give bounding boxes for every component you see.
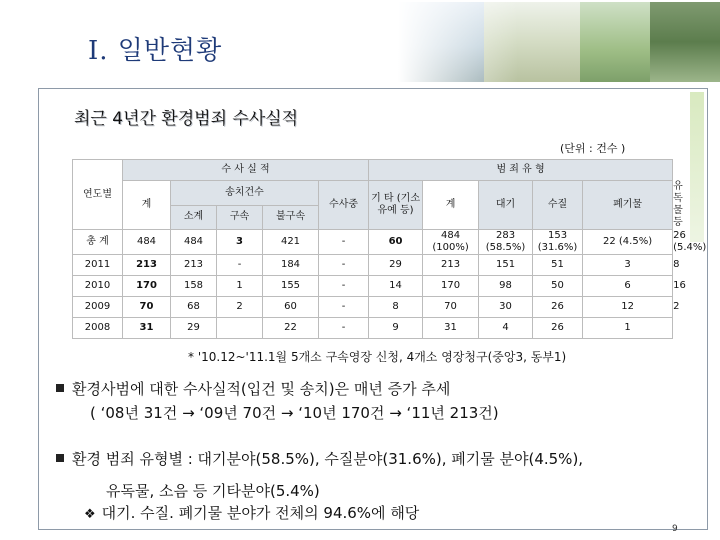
- col-year-header: 연도별: [73, 160, 123, 230]
- table-cell: 50: [533, 276, 583, 297]
- table-cell: 153 (31.6%): [533, 230, 583, 255]
- table-cell: 213: [423, 255, 479, 276]
- row-label: 2009: [73, 297, 123, 318]
- table-cell: 60: [369, 230, 423, 255]
- square-bullet-icon: [56, 454, 64, 462]
- table-cell: 26: [533, 297, 583, 318]
- table-cell: 484: [171, 230, 217, 255]
- page-number: 9: [672, 524, 678, 534]
- table-row-total: [73, 230, 673, 255]
- header-photo-fade: [398, 2, 518, 82]
- table-cell: 70: [123, 297, 171, 318]
- table-row: [73, 255, 673, 276]
- table-cell: 6: [583, 276, 673, 297]
- table-cell: 3: [217, 230, 263, 255]
- col-sub-header: 소계: [171, 205, 217, 230]
- group-header-investigation: 수 사 실 적: [123, 160, 369, 181]
- table-cell: 170: [423, 276, 479, 297]
- table-row: [73, 297, 673, 318]
- row-label: 2010: [73, 276, 123, 297]
- col-waste-header: 폐기물: [583, 181, 673, 230]
- bullet-2: [56, 448, 583, 470]
- page-title: I. 일반현황: [88, 36, 223, 66]
- table-cell: -: [319, 255, 369, 276]
- table-cell: -: [319, 318, 369, 339]
- table-cell: 98: [479, 276, 533, 297]
- table-cell: 9: [369, 318, 423, 339]
- bullet-1-text: 환경사범에 대한 수사실적(입건 및 송치)은 매년 증가 추세: [72, 380, 451, 398]
- table-cell: 1: [217, 276, 263, 297]
- table-cell: 12: [583, 297, 673, 318]
- crime-statistics-table: [72, 159, 673, 339]
- col-arrest-header: 구속: [217, 205, 263, 230]
- table-cell: -: [217, 255, 263, 276]
- table-cell: 51: [533, 255, 583, 276]
- section-subtitle: 최근 4년간 환경범죄 수사실적: [74, 109, 299, 129]
- table-cell: 60: [263, 297, 319, 318]
- table-cell: 421: [263, 230, 319, 255]
- bullet-2-text: 환경 범죄 유형별 : 대기분야(58.5%), 수질분야(31.6%), 폐기물 분야(4.5%),: [72, 450, 584, 468]
- table-cell: 68: [171, 297, 217, 318]
- table-cell: 29: [369, 255, 423, 276]
- table-cell: 1: [583, 318, 673, 339]
- table-cell: 2: [217, 297, 263, 318]
- col-nonarrest-header: 불구속: [263, 205, 319, 230]
- flower-decoration: [690, 92, 704, 242]
- header-photo-4: [650, 2, 720, 82]
- table-cell: 213: [171, 255, 217, 276]
- table-cell: 158: [171, 276, 217, 297]
- row-label: 2008: [73, 318, 123, 339]
- table-cell: 29: [171, 318, 217, 339]
- square-bullet-icon: [56, 384, 64, 392]
- col-air-header: 대기: [479, 181, 533, 230]
- table-cell: 31: [123, 318, 171, 339]
- table-cell: -: [319, 276, 369, 297]
- table-cell: 31: [423, 318, 479, 339]
- table-cell: 26: [533, 318, 583, 339]
- col-crime-total-header: 계: [423, 181, 479, 230]
- table-cell: 151: [479, 255, 533, 276]
- col-sent-header: 송치건수: [171, 181, 319, 206]
- unit-label: (단위 : 건수 ): [560, 142, 626, 155]
- table-footnote: * '10.12~'11.1월 5개소 구속영장 신청, 4개소 영장청구(중앙3, 동부1): [188, 350, 567, 364]
- table-cell: 184: [263, 255, 319, 276]
- header-bar: [0, 0, 720, 86]
- table-cell: 70: [423, 297, 479, 318]
- table-row: [73, 276, 673, 297]
- table-cell: 30: [479, 297, 533, 318]
- table-cell: 155: [263, 276, 319, 297]
- table-cell: 14: [369, 276, 423, 297]
- bullet-1: [56, 378, 450, 400]
- table-cell: 8: [369, 297, 423, 318]
- group-header-crime-type: 범 죄 유 형: [369, 160, 673, 181]
- table-cell: 283 (58.5%): [479, 230, 533, 255]
- table-cell: -: [319, 230, 369, 255]
- header-photo-3: [580, 2, 650, 82]
- table-cell: 484: [123, 230, 171, 255]
- col-total-header: 계: [123, 181, 171, 230]
- bullet-3: [84, 502, 419, 526]
- table-cell: 213: [123, 255, 171, 276]
- table-cell: 4: [479, 318, 533, 339]
- table-cell: [217, 318, 263, 339]
- table-cell: 22 (4.5%): [583, 230, 673, 255]
- bullet-2-detail: 유독물, 소음 등 기타분야(5.4%): [106, 482, 320, 500]
- row-label: 총 계: [73, 230, 123, 255]
- table-cell: 484 (100%): [423, 230, 479, 255]
- bullet-1-detail: ( ‘08년 31건 → ‘09년 70건 → ‘10년 170건 → ‘11년 213건): [90, 404, 499, 422]
- table-row: [73, 318, 673, 339]
- diamond-bullet-icon: ❖: [84, 507, 96, 522]
- table-cell: 170: [123, 276, 171, 297]
- row-label: 2011: [73, 255, 123, 276]
- col-investigating-header: 수사중: [319, 181, 369, 230]
- col-etc-header: 기 타 (기소 유예 등): [369, 181, 423, 230]
- table-cell: -: [319, 297, 369, 318]
- bullet-3-text: 대기. 수질. 폐기물 분야가 전체의 94.6%에 해당: [101, 504, 420, 522]
- table-cell: 3: [583, 255, 673, 276]
- col-water-header: 수질: [533, 181, 583, 230]
- table-cell: 22: [263, 318, 319, 339]
